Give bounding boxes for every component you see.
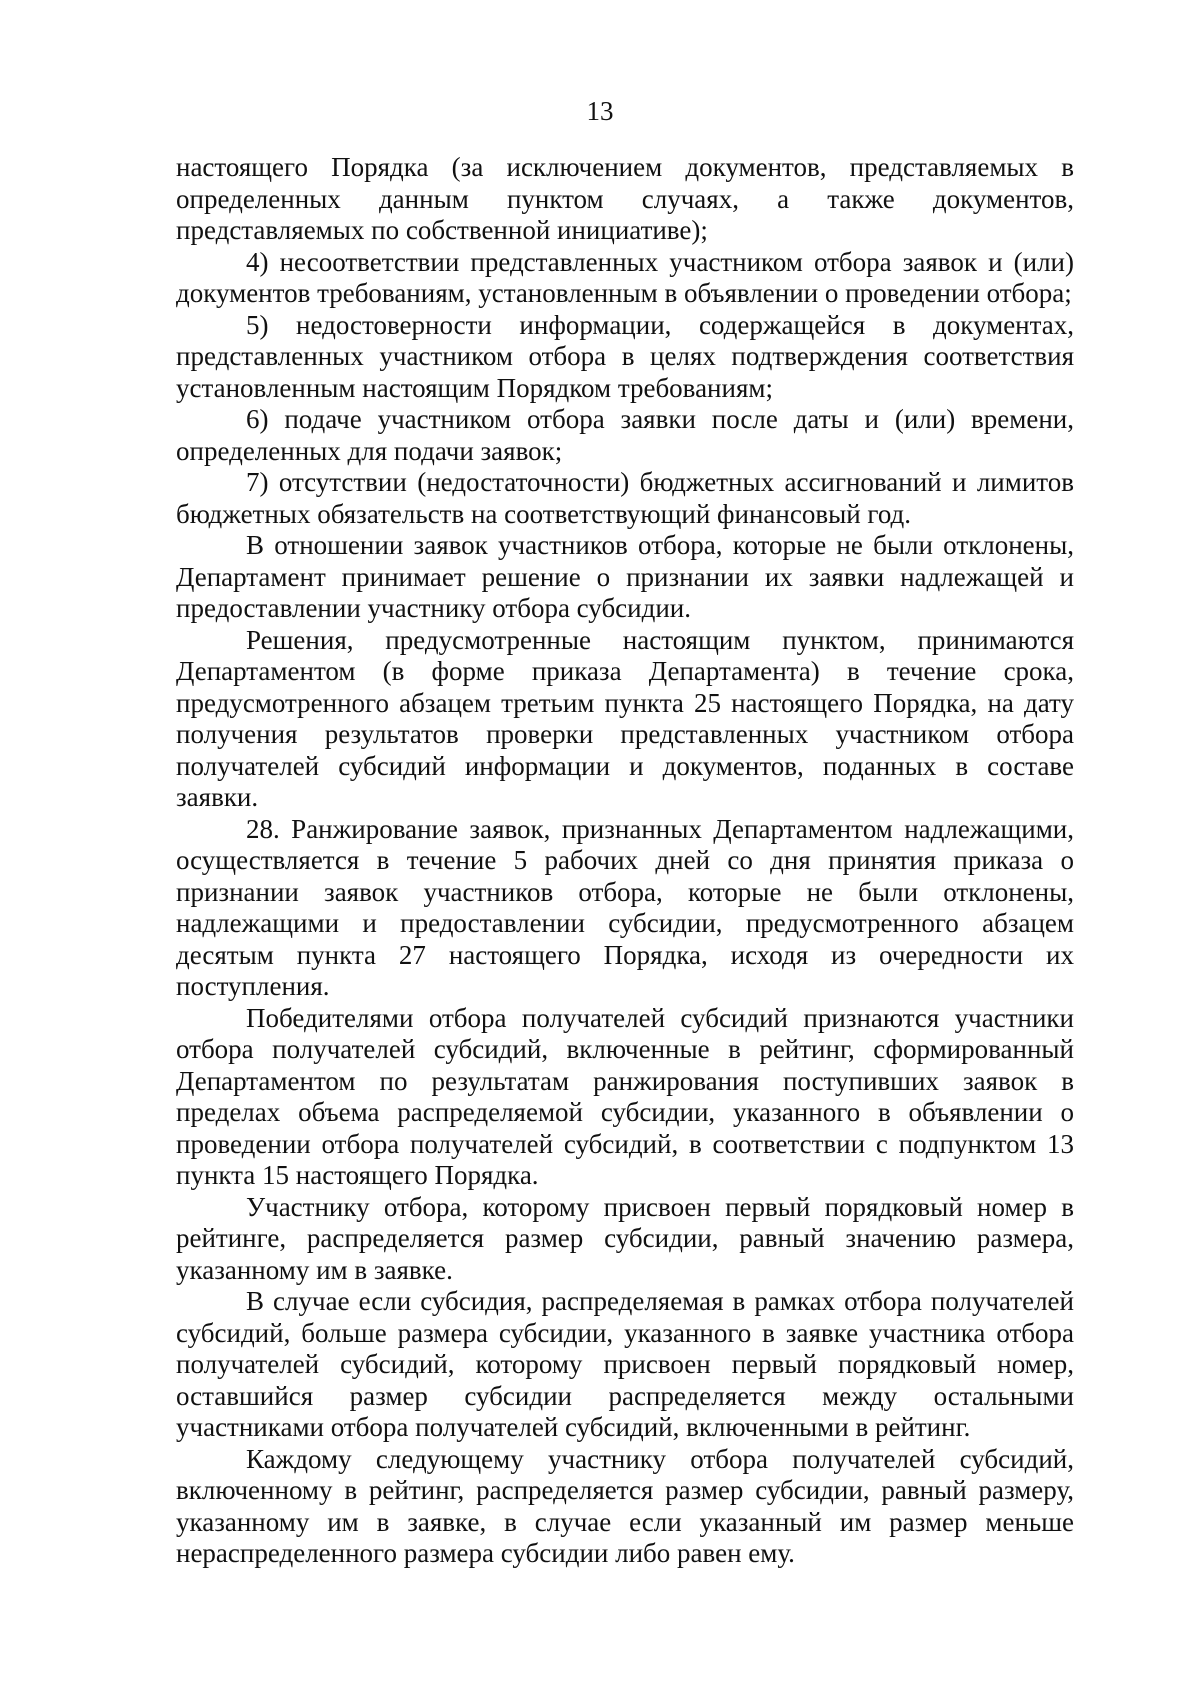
paragraph-decisions: Решения, предусмотренные настоящим пунктом, принимаются Департаментом (в форме приказа Департамента) в течение срока, предусмотренного абзацем третьим пункта 25 настоящего Порядка, на дату получения результатов проверки представленных участником отбора получателей субсидий информации и документов, поданных в составе заявки.: [176, 624, 1074, 812]
paragraph-not-rejected: В отношении заявок участников отбора, которые не были отклонены, Департамент принимает решение о признании их заявки надлежащей и предоставлении участнику отбора субсидии.: [176, 530, 1074, 623]
paragraph-clause-28: 28. Ранжирование заявок, признанных Департаментом надлежащими, осуществляется в течение 5 рабочих дней со дня принятия приказа о признании заявок участников отбора, которые не были отклонены, надлежащими и предоставлении субсидии, предусмотренного абзацем десятым пункта 27 настоящего Порядка, исходя из очередности их поступления.: [176, 813, 1074, 1001]
paragraph-item-6: 6) подаче участником отбора заявки после даты и (или) времени, определенных для подачи заявок;: [176, 404, 1074, 466]
paragraph-remaining-subsidy: В случае если субсидия, распределяемая в рамках отбора получателей субсидий, больше размера субсидии, указанного в заявке участника отбора получателей субсидий, которому присвоен первый порядковый номер, оставшийся размер субсидии распределяется между остальными участниками отбора получателей субсидий, включенными в рейтинг.: [176, 1286, 1074, 1442]
paragraph-first-rank: Участнику отбора, которому присвоен первый порядковый номер в рейтинге, распределяется размер субсидии, равный значению размера, указанному им в заявке.: [176, 1191, 1074, 1285]
paragraph-item-7: 7) отсутствии (недостаточности) бюджетных ассигнований и лимитов бюджетных обязательств на соответствующий финансовый год.: [176, 467, 1074, 529]
paragraph-item-4: 4) несоответствии представленных участником отбора заявок и (или) документов требованиям, установленным в объявлении о проведении отбора;: [176, 246, 1074, 308]
document-body: [176, 152, 1074, 1570]
page-number: 13: [586, 96, 614, 126]
paragraph-item-5: 5) недостоверности информации, содержащейся в документах, представленных участником отбора в целях подтверждения соответствия установленным настоящим Порядком требованиям;: [176, 309, 1074, 403]
paragraph-each-next: Каждому следующему участнику отбора получателей субсидий, включенному в рейтинг, распределяется размер субсидии, равный размеру, указанному им в заявке, в случае если указанный им размер меньше нераспределенного размера субсидии либо равен ему.: [176, 1443, 1074, 1568]
paragraph-winners: Победителями отбора получателей субсидий признаются участники отбора получателей субсидий, включенные в рейтинг, сформированный Департаментом по результатам ранжирования поступивших заявок в пределах объема распределяемой субсидии, указанного в объявлении о проведении отбора получателей субсидий, в соответствии с подпунктом 13 пункта 15 настоящего Порядка.: [176, 1002, 1074, 1190]
paragraph-continuation: настоящего Порядка (за исключением документов, представляемых в определенных данным пунктом случаях, а также документов, представляемых по собственной инициативе);: [176, 152, 1074, 245]
